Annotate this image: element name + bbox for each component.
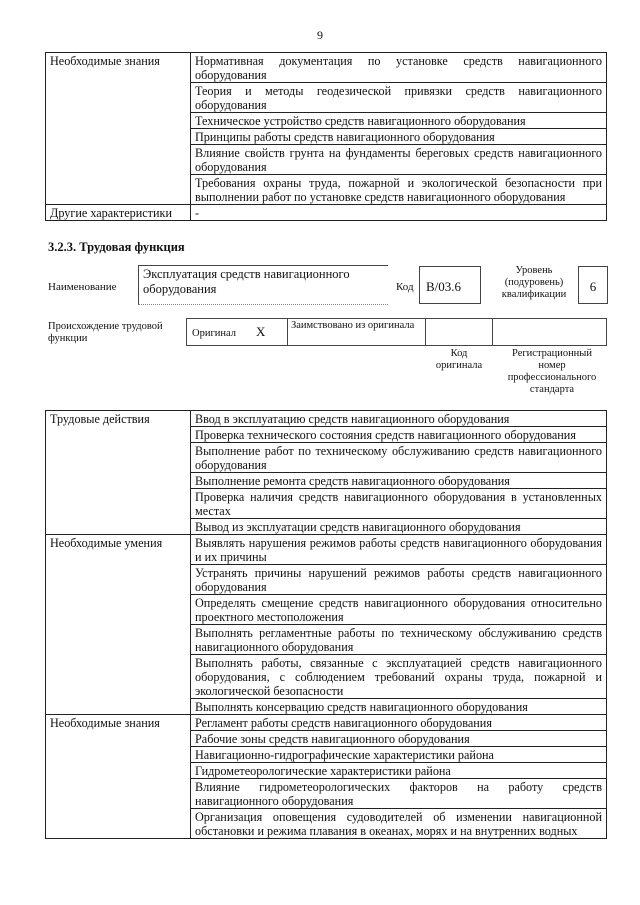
requirement-item: Регламент работы средств навигационного оборудования — [191, 715, 607, 731]
origin-divider-3 — [492, 318, 493, 346]
requirement-item: Навигационно-гидрографические характеристики района — [191, 747, 607, 763]
section-title: 3.2.3. Трудовая функция — [48, 240, 185, 254]
labor-function-table — [45, 410, 607, 839]
requirement-item: Влияние свойств грунта на фундаменты береговых средств навигационного оборудования — [191, 145, 607, 175]
original-mark: X — [256, 324, 266, 339]
table-row — [46, 53, 607, 83]
page-number: 9 — [317, 28, 323, 42]
row-category-label: Необходимые умения — [46, 535, 191, 715]
row-category-label: Необходимые знания — [46, 53, 191, 205]
level-label: Уровень (подуровень) квалификации — [501, 265, 567, 300]
borrowed-label: Заимствовано из оригинала — [291, 320, 415, 331]
code-value: B/03.6 — [426, 279, 462, 294]
origin-label: Происхождение трудовой функции — [48, 321, 163, 344]
requirement-item: Выявлять нарушения режимов работы средств навигационного оборудования и их причины — [191, 535, 607, 565]
requirement-item: Требования охраны труда, пожарной и экологической безопасности при выполнении работ по установке средств навигационного оборудования — [191, 175, 607, 205]
requirement-item: Организация оповещения судоводителей об изменении навигационной обстановки и режима плавания в океанах, морях и на внутренних водных — [191, 809, 607, 839]
requirement-item: Гидрометеорологические характеристики района — [191, 763, 607, 779]
table-row — [46, 535, 607, 565]
requirement-item: Принципы работы средств навигационного оборудования — [191, 129, 607, 145]
requirement-item: Вывод из эксплуатации средств навигационного оборудования — [191, 519, 607, 535]
reg-caption: Регистрационный номер профессионального стандарта — [507, 348, 597, 395]
original-label: Оригинал — [192, 328, 236, 339]
requirement-item: Теория и методы геодезической привязки средств навигационного оборудования — [191, 83, 607, 113]
requirement-item: Влияние гидрометеорологических факторов на работу средств навигационного оборудования — [191, 779, 607, 809]
code-caption: Код оригинала — [435, 348, 483, 371]
requirement-item: Выполнять работы, связанные с эксплуатацией средств навигационного оборудования, с соблюдением требований охраны труда, пожарной и экологической безопасности — [191, 655, 607, 699]
table-row — [46, 715, 607, 731]
requirement-item: Выполнять регламентные работы по техническому обслуживанию средств навигационного оборудования — [191, 625, 607, 655]
requirement-item: Выполнение ремонта средств навигационного оборудования — [191, 473, 607, 489]
origin-divider-2 — [425, 318, 426, 346]
code-label: Код — [396, 281, 414, 293]
table-row — [46, 205, 607, 221]
requirement-item: Проверка технического состояния средств навигационного оборудования — [191, 427, 607, 443]
table-row — [46, 411, 607, 427]
name-label: Наименование — [48, 281, 117, 293]
requirement-item: Выполнять консервацию средств навигационного оборудования — [191, 699, 607, 715]
name-value: Эксплуатация средств навигационного оборудования — [143, 267, 350, 296]
origin-divider-1 — [287, 318, 288, 346]
row-category-label: Необходимые знания — [46, 715, 191, 839]
requirement-item: Определять смещение средств навигационного оборудования относительно проектного местоположения — [191, 595, 607, 625]
requirement-item: Рабочие зоны средств навигационного оборудования — [191, 731, 607, 747]
requirement-item: - — [191, 205, 607, 221]
requirement-item: Ввод в эксплуатацию средств навигационного оборудования — [191, 411, 607, 427]
requirement-item: Выполнение работ по техническому обслуживанию средств навигационного оборудования — [191, 443, 607, 473]
row-category-label: Другие характеристики — [46, 205, 191, 221]
requirement-item: Нормативная документация по установке средств навигационного оборудования — [191, 53, 607, 83]
requirement-item: Техническое устройство средств навигационного оборудования — [191, 113, 607, 129]
row-category-label: Трудовые действия — [46, 411, 191, 535]
requirement-item: Устранять причины нарушений режимов работы средств навигационного оборудования — [191, 565, 607, 595]
top-requirements-table — [45, 52, 607, 221]
requirement-item: Проверка наличия средств навигационного оборудования в установленных местах — [191, 489, 607, 519]
level-value: 6 — [589, 279, 597, 294]
